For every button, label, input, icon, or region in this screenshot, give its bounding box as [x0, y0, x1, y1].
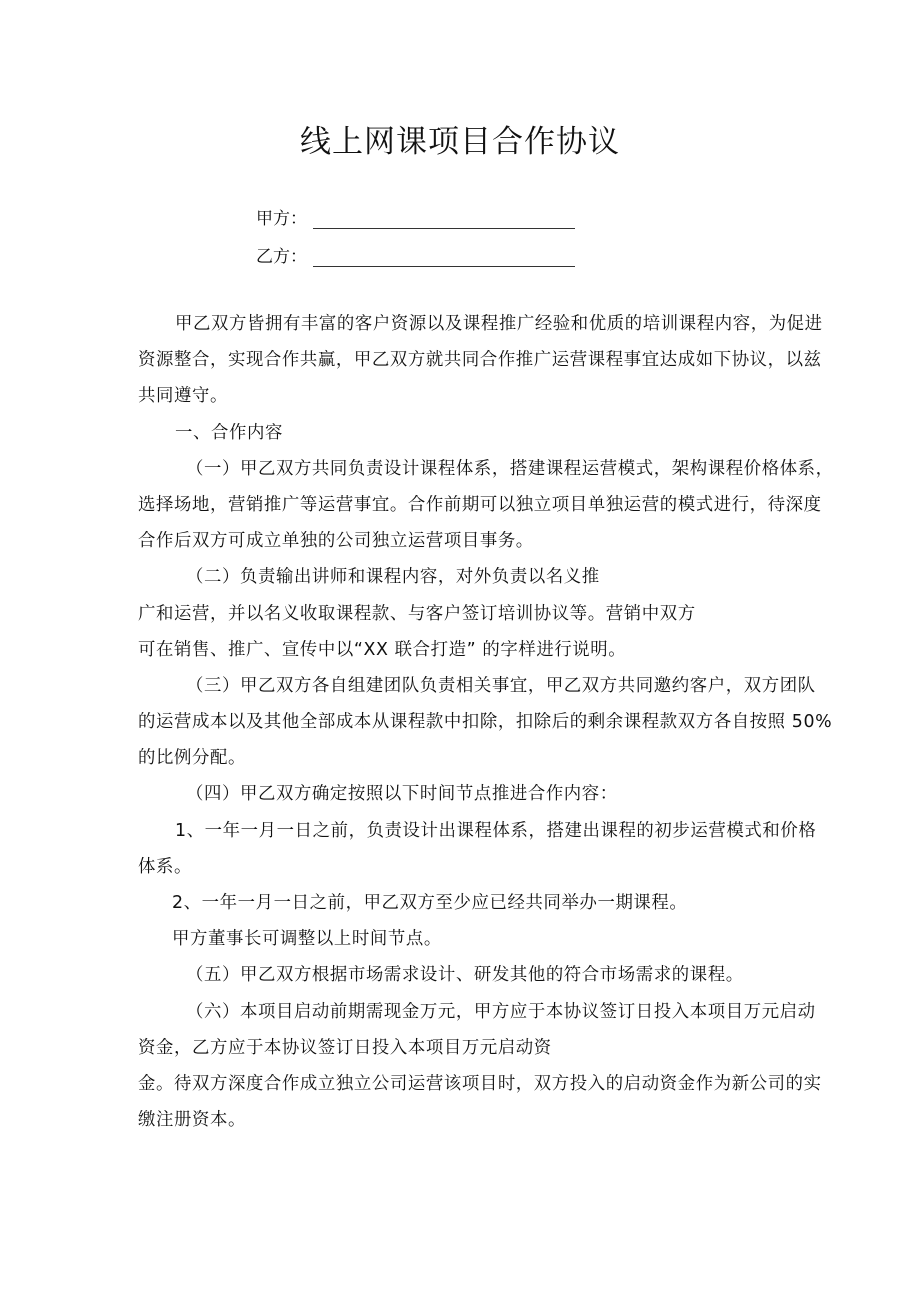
milestone-line: 体系。 — [138, 856, 192, 877]
milestone-line: 1、一年一月一日之前，负责设计出课程体系，搭建出课程的初步运营模式和价格 — [175, 820, 817, 841]
clause-line: （五）甲乙双方根据市场需求设计、研发其他的符合市场需求的课程。 — [186, 965, 744, 986]
milestone-line: 2、一年一月一日之前，甲乙双方至少应已经共同举办一期课程。 — [172, 893, 688, 913]
clause-line: 资金，乙方应于本协议签订日投入本项目万元启动资 — [138, 1037, 552, 1058]
party-b-blank-line — [313, 252, 575, 267]
document-title: 线上网课项目合作协议 — [300, 124, 620, 160]
clause-line: （一）甲乙双方共同负责设计课程体系，搭建课程运营模式，架构课程价格体系， — [186, 458, 834, 479]
clause-line: 的比例分配。 — [138, 748, 246, 769]
intro-line: 共同遵守。 — [138, 386, 228, 407]
party-a-label: 甲方： — [256, 209, 307, 229]
party-a-blank-line — [313, 214, 575, 229]
intro-line: 资源整合，实现合作共赢，甲乙双方就共同合作推广运营课程事宜达成如下协议，以兹 — [138, 350, 822, 371]
clause-line: （三）甲乙双方各自组建团队负责相关事宜，甲乙双方共同邀约客户，双方团队 — [186, 675, 816, 696]
clause-line: （四）甲乙双方确定按照以下时间节点推进合作内容： — [186, 784, 618, 805]
party-a-field — [256, 204, 575, 229]
clause-line: 金。待双方深度合作成立独立公司运营该项目时，双方投入的启动资金作为新公司的实 — [138, 1073, 822, 1094]
clause-line: 合作后双方可成立单独的公司独立运营项目事务。 — [138, 531, 534, 552]
clause-line: 的运营成本以及其他全部成本从课程款中扣除，扣除后的剩余课程款双方各自按照 50% — [138, 712, 833, 733]
party-b-label: 乙方： — [256, 247, 307, 267]
party-b-field — [256, 242, 575, 267]
intro-line: 甲乙双方皆拥有丰富的客户资源以及课程推广经验和优质的培训课程内容，为促进 — [175, 314, 823, 334]
clause-line: 广和运营，并以名义收取课程款、与客户签订培训协议等。营销中双方 — [138, 603, 696, 624]
milestone-note: 甲方董事长可调整以上时间节点。 — [172, 929, 442, 950]
clause-line: 可在销售、推广、宣传中以“XX 联合打造” 的字样进行说明。 — [138, 639, 627, 660]
clause-line: 选择场地，营销推广等运营事宜。合作前期可以独立项目单独运营的模式进行，待深度 — [138, 494, 822, 515]
clause-line: （六）本项目启动前期需现金万元，甲方应于本协议签订日投入本项目万元启动 — [186, 1001, 816, 1022]
clause-line: （二）负责输出讲师和课程内容，对外负责以名义推 — [186, 567, 600, 588]
clause-line: 缴注册资本。 — [138, 1110, 246, 1131]
document-body — [138, 306, 834, 1138]
section-heading: 一、合作内容 — [175, 422, 283, 443]
